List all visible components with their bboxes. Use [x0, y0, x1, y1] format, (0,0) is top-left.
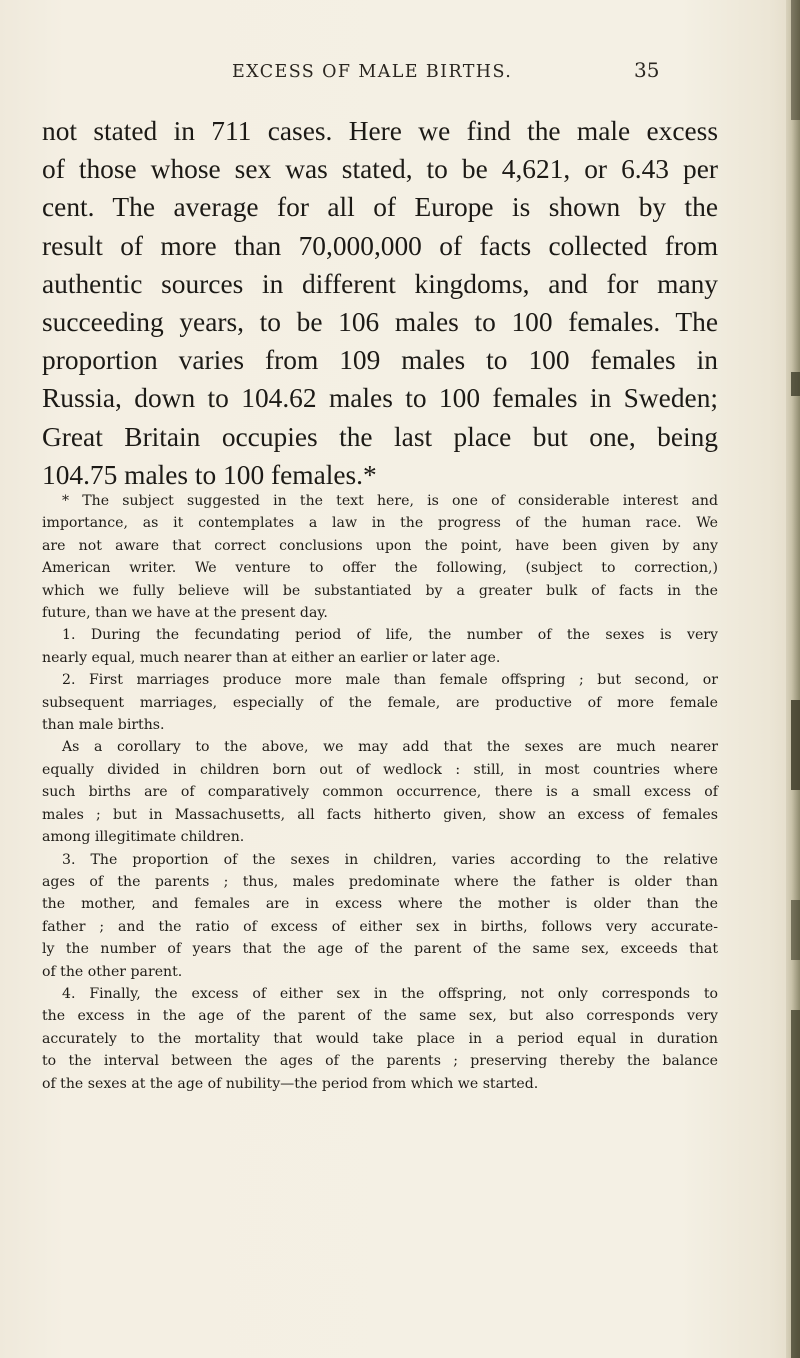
body-line: Great Britain occupies the last place but one, being: [42, 421, 718, 452]
footnote-point-3: [42, 849, 718, 983]
edge-shadow: [791, 700, 800, 790]
footnote-line: of the other parent.: [42, 963, 183, 980]
main-paragraph: [42, 112, 718, 494]
footnote-point-1: [42, 624, 718, 669]
edge-shadow: [791, 900, 800, 960]
page-number: 35: [634, 58, 660, 82]
footnote-point-2: [42, 669, 718, 736]
body-line: not stated in 711 cases. Here we find the male excess: [42, 116, 718, 146]
footnote-line: ly the number of years that the age of the parent of the same sex, exceeds that: [42, 941, 718, 958]
running-title: EXCESS OF MALE BIRTHS.: [232, 62, 513, 82]
edge-shadow: [791, 372, 800, 396]
footnote-line: 4. Finally, the excess of either sex in the offspring, not only corresponds to: [62, 985, 718, 1002]
footnote-intro: [42, 490, 718, 624]
footnote-line: importance, as it contemplates a law in the progress of the human race. We: [42, 515, 718, 532]
footnote-line: future, than we have at the present day.: [42, 605, 328, 622]
footnote-line: 2. First marriages produce more male than female offspring ; but second, or: [62, 672, 718, 689]
footnote-point-4: [42, 983, 718, 1095]
footnote-line: are not aware that correct conclusions upon the point, have been given by any: [42, 537, 718, 554]
footnote-line: which we fully believe will be substantiated by a greater bulk of facts in the: [42, 582, 718, 599]
body-line: cent. The average for all of Europe is shown by the: [42, 192, 718, 223]
body-line: succeeding years, to be 106 males to 100 females. The: [42, 307, 718, 338]
footnote-line: among illegitimate children.: [42, 829, 245, 846]
footnote-line: nearly equal, much nearer than at either an earlier or later age.: [42, 649, 501, 666]
footnote-line: American writer. We venture to offer the following, (subject to correction,): [42, 560, 718, 577]
body-line: proportion varies from 109 males to 100 females in: [42, 345, 718, 376]
footnote-line: to the interval between the ages of the parents ; preserving thereby the balance: [42, 1053, 718, 1070]
body-line: authentic sources in different kingdoms, and for many: [42, 268, 718, 299]
footnote-line: * The subject suggested in the text here, is one of considerable interest and: [62, 493, 718, 509]
footnote-line: equally divided in children born out of wedlock : still, in most countries where: [42, 761, 718, 778]
body-line: of those whose sex was stated, to be 4,621, or 6.43 per: [42, 154, 718, 185]
footnote-line: the excess in the age of the parent of the same sex, but also corresponds very: [42, 1008, 718, 1025]
footnote-line: the mother, and females are in excess where the mother is older than the: [42, 896, 718, 913]
footnote-line: such births are of comparatively common occurrence, there is a small excess of: [42, 784, 718, 801]
footnote-line: than male births.: [42, 717, 165, 734]
footnote: [42, 490, 718, 1095]
body-line: Russia, down to 104.62 males to 100 females in Sweden;: [42, 383, 718, 414]
body-line: result of more than 70,000,000 of facts collected from: [42, 230, 718, 261]
footnote-line: accurately to the mortality that would take place in a period equal in duration: [42, 1030, 718, 1047]
footnote-line: 3. The proportion of the sexes in children, varies according to the relative: [62, 851, 718, 868]
edge-shadow: [791, 1010, 800, 1358]
running-head: [0, 58, 800, 92]
footnote-line: subsequent marriages, especially of the female, are productive of more female: [42, 694, 718, 711]
footnote-line: 1. During the fecundating period of life, the number of the sexes is very: [62, 627, 718, 644]
footnote-corollary: [42, 736, 718, 848]
body-line: 104.75 males to 100 females.*: [42, 459, 377, 490]
adjacent-page-edge: [786, 0, 800, 1358]
footnote-line: males ; but in Massachusetts, all facts hitherto given, show an excess of females: [42, 806, 718, 823]
footnote-line: father ; and the ratio of excess of either sex in births, follows very accurate-: [42, 918, 718, 935]
footnote-line: As a corollary to the above, we may add that the sexes are much nearer: [62, 739, 718, 756]
footnote-line: of the sexes at the age of nubility—the period from which we started.: [42, 1075, 539, 1092]
edge-shadow: [791, 0, 800, 120]
footnote-line: ages of the parents ; thus, males predominate where the father is older than: [42, 873, 718, 890]
